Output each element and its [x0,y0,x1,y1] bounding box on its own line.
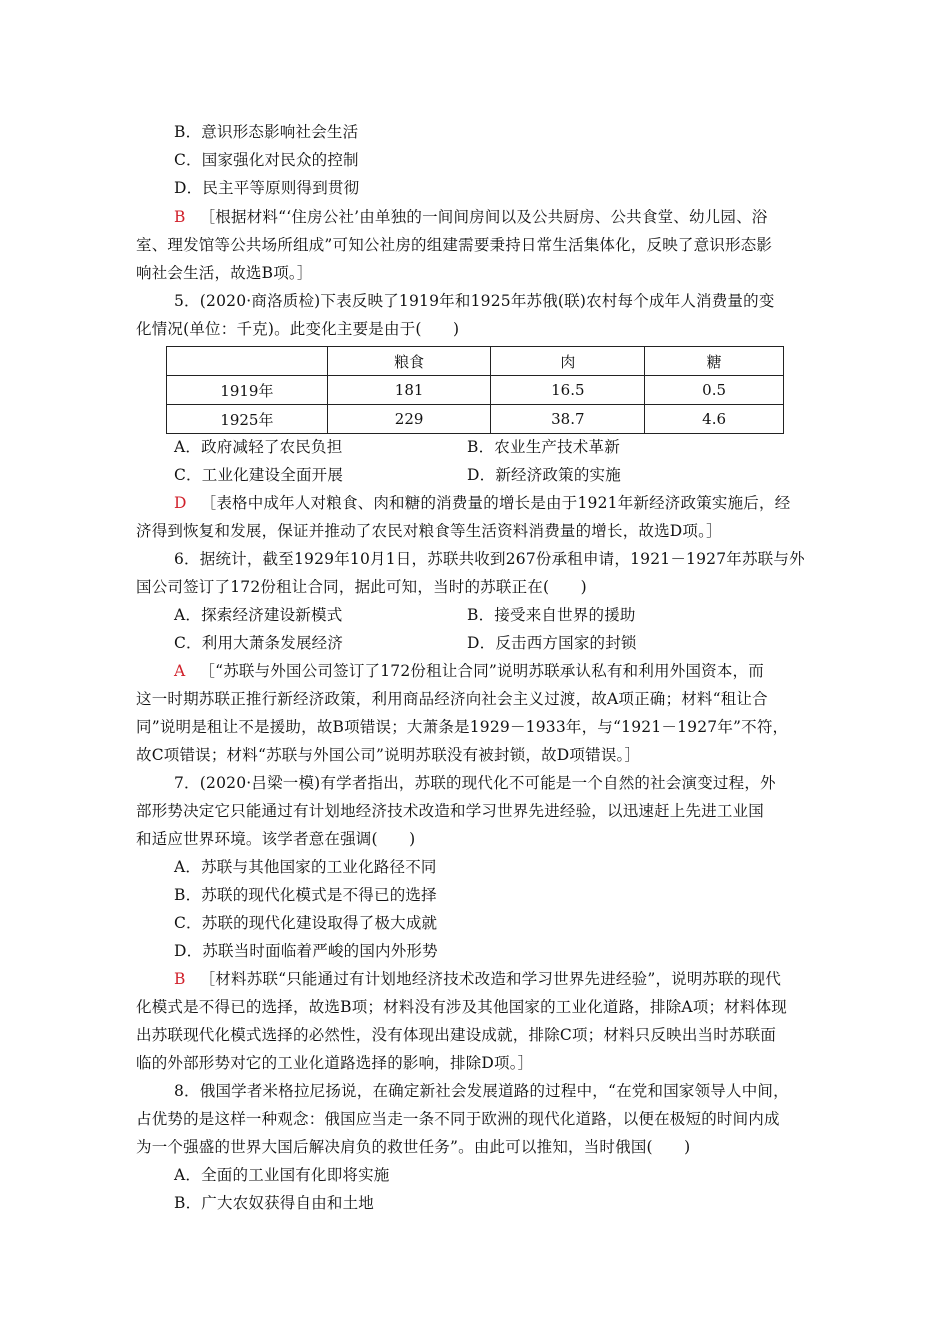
table-cell: 229 [327,405,491,434]
q6-option-a: A．探索经济建设新模式 [174,606,343,624]
q5-option-d: D．新经济政策的实施 [467,466,621,484]
q6-answer: A [174,662,186,680]
q5-stem-line-1: 5．(2020·商洛质检)下表反映了1919年和1925年苏俄(联)农村每个成年人消费量的变 [174,292,775,310]
q5-explanation-line-2: 济得到恢复和发展，保证并推动了农民对粮食等生活资料消费量的增长，故选D项。］ [136,522,722,540]
q4-option-c: C．国家强化对民众的控制 [174,151,359,169]
table-cell: 4.6 [645,405,784,434]
q7-stem-line-1: 7．(2020·吕梁一模)有学者指出，苏联的现代化不可能是一个自然的社会演变过程，外 [174,774,776,792]
q8-option-b: B．广大农奴获得自由和土地 [174,1194,374,1212]
q6-stem-line-2: 国公司签订了172份租让合同，据此可知，当时的苏联正在( ) [136,578,587,596]
q4-option-d: D．民主平等原则得到贯彻 [174,179,360,197]
q5-stem-line-2: 化情况(单位：千克)。此变化主要是由于( ) [136,320,460,338]
table-cell: 38.7 [491,405,645,434]
q6-option-d: D．反击西方国家的封锁 [467,634,637,652]
table-cell: 1925年 [167,405,328,434]
q7-explanation-line-1: B ［材料苏联“只能通过有计划地经济技术改造和学习世界先进经验”，说明苏联的现代 [174,970,782,988]
q5-option-a: A．政府减轻了农民负担 [174,438,343,456]
q7-option-c: C．苏联的现代化建设取得了极大成就 [174,914,438,932]
q7-answer: B [174,970,186,988]
q4-option-b: B．意识形态影响社会生活 [174,123,359,141]
q7-explanation-line-3: 出苏联现代化模式选择的必然性，没有体现出建设成就，排除C项；材料只反映出当时苏联面 [136,1026,777,1044]
q6-option-c: C．利用大萧条发展经济 [174,634,344,652]
table-header-cell: 肉 [491,347,645,376]
q5-option-b: B．农业生产技术革新 [467,438,620,456]
q8-stem-line-1: 8．俄国学者米格拉尼扬说，在确定新社会发展道路的过程中，“在党和国家领导人中间， [174,1082,789,1100]
q6-explanation-line-3: 同”说明是租让不是援助，故B项错误；大萧条是1929－1933年，与“1921－1927年”不符， [136,718,789,736]
q6-stem-line-1: 6．据统计，截至1929年10月1日，苏联共收到267份承租申请，1921－1927年苏联与外 [174,550,805,568]
table-cell: 181 [327,376,491,405]
q7-explanation-line-4: 临的外部形势对它的工业化道路选择的影响，排除D项。］ [136,1054,534,1072]
q6-option-b: B．接受来自世界的援助 [467,606,636,624]
table-header-row [167,347,784,376]
q4-explanation-line-3: 响社会生活，故选B项。］ [136,264,313,282]
table-cell: 1919年 [167,376,328,405]
q5-explanation-line-1: D ［表格中成年人对粮食、肉和糖的消费量的增长是由于1921年新经济政策实施后，经 [174,494,791,512]
q6-explanation-line-4: 故C项错误；材料“苏联与外国公司”说明苏联没有被封锁，故D项错误。］ [136,746,641,764]
q5-consumption-table [166,346,784,434]
q5-answer: D [174,494,187,512]
table-cell: 16.5 [491,376,645,405]
q4-answer: B [174,208,186,226]
table-header-cell [167,347,328,376]
q7-option-a: A．苏联与其他国家的工业化路径不同 [174,858,437,876]
q8-option-a: A．全面的工业国有化即将实施 [174,1166,390,1184]
q8-stem-line-3: 为一个强盛的世界大国后解决肩负的救世任务”。由此可以推知，当时俄国( ) [136,1138,691,1156]
q8-stem-line-2: 占优势的是这样一种观念：俄国应当走一条不同于欧洲的现代化道路，以便在极短的时间内成 [136,1110,780,1128]
q7-stem-line-2: 部形势决定它只能通过有计划地经济技术改造和学习世界先进经验，以迅速赶上先进工业国 [136,802,765,820]
q7-stem-line-3: 和适应世界环境。该学者意在强调( ) [136,830,416,848]
table-header-cell: 粮食 [327,347,491,376]
q5-option-c: C．工业化建设全面开展 [174,466,344,484]
q4-explanation-line-2: 室、理发馆等公共场所组成”可知公社房的组建需要秉持日常生活集体化，反映了意识形态影 [136,236,773,254]
table-cell: 0.5 [645,376,784,405]
q6-explanation-line-1: A ［“苏联与外国公司签订了172份租让合同”说明苏联承认私有和利用外国资本，而 [174,662,764,680]
table-row [167,405,784,434]
q7-option-d: D．苏联当时面临着严峻的国内外形势 [174,942,438,960]
q4-explanation-line-1: B ［根据材料“‘住房公社’由单独的一间间房间以及公共厨房、公共食堂、幼儿园、浴 [174,208,768,226]
q7-option-b: B．苏联的现代化模式是不得已的选择 [174,886,437,904]
q6-explanation-line-2: 这一时期苏联正推行新经济政策，利用商品经济向社会主义过渡，故A项正确；材料“租让合 [136,690,768,708]
table-header-cell: 糖 [645,347,784,376]
q7-explanation-line-2: 化模式是不得已的选择，故选B项；材料没有涉及其他国家的工业化道路，排除A项；材料体现 [136,998,787,1016]
table-row [167,376,784,405]
